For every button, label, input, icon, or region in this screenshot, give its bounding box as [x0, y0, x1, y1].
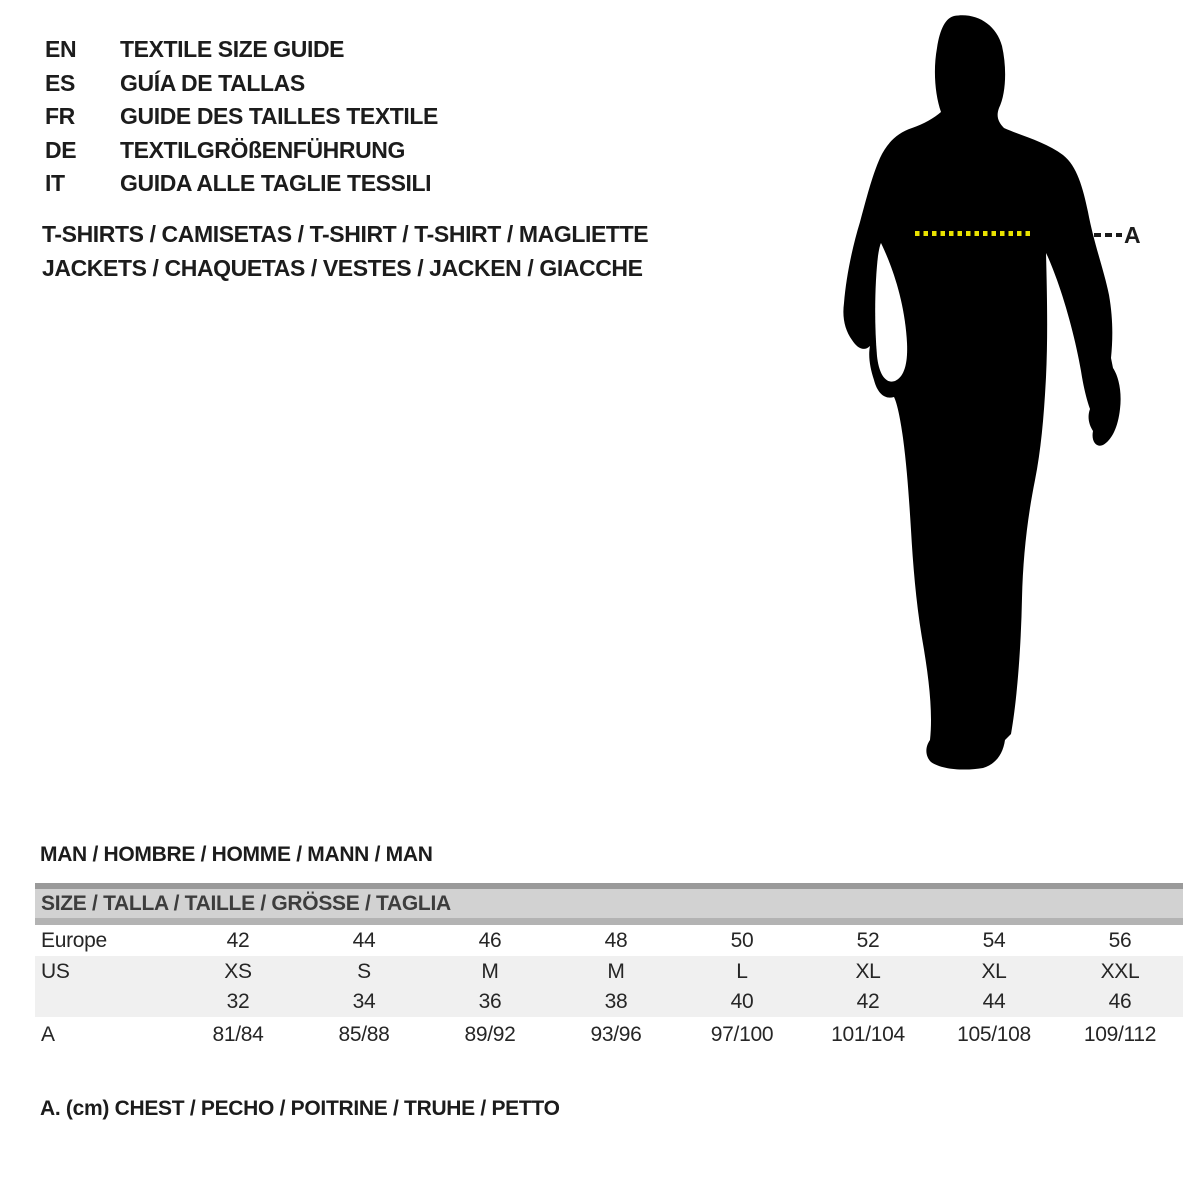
lang-code: ES	[45, 69, 75, 96]
size-cell: S	[357, 959, 371, 983]
measure-callout-dash	[1094, 233, 1122, 237]
size-cell: 93/96	[590, 1023, 642, 1046]
size-cell: 97/100	[710, 1023, 774, 1046]
size-cell: 36	[478, 990, 502, 1013]
table-row-numeric-size	[35, 987, 1183, 1017]
size-cell: 52	[856, 928, 880, 952]
size-cell: 89/92	[464, 1023, 516, 1046]
man-silhouette-body	[843, 15, 1120, 769]
category-line-jackets: JACKETS / CHAQUETAS / VESTES / JACKEN / GIACCHE	[42, 254, 643, 281]
size-cell: 42	[856, 990, 880, 1013]
table-row-us	[35, 956, 1183, 987]
size-cell: XL	[855, 959, 881, 983]
size-cell: 44	[982, 990, 1006, 1013]
lang-code: DE	[45, 136, 77, 163]
chest-measure-dotted-line	[915, 231, 1032, 236]
category-line-tshirts: T-SHIRTS / CAMISETAS / T-SHIRT / T-SHIRT / MAGLIETTE	[42, 221, 649, 247]
table-row-europe	[35, 925, 1183, 956]
size-cell: XXL	[1100, 959, 1140, 983]
size-cell: 32	[226, 990, 250, 1013]
size-cell: 85/88	[338, 1023, 390, 1046]
size-cell: 40	[730, 990, 754, 1013]
row-label: US	[41, 959, 70, 983]
row-label: A	[41, 1023, 55, 1046]
size-cell: L	[736, 959, 748, 983]
lang-code: FR	[45, 103, 75, 129]
size-cell: XS	[224, 959, 252, 983]
size-cell: 50	[730, 928, 754, 952]
section-title-man: MAN / HOMBRE / HOMME / MANN / MAN	[40, 843, 433, 866]
size-cell: 44	[352, 928, 376, 952]
man-silhouette-svg	[820, 0, 1200, 800]
lang-title: GUIDE DES TAILLES TEXTILE	[120, 103, 438, 129]
lang-title: GUÍA DE TALLAS	[120, 69, 305, 96]
size-cell: M	[607, 959, 625, 983]
lang-title: TEXTILE SIZE GUIDE	[120, 36, 345, 62]
size-cell: 101/104	[831, 1023, 905, 1046]
size-cell: 54	[982, 928, 1006, 952]
lang-title: TEXTILGRÖßENFÜHRUNG	[120, 136, 405, 163]
size-cell: XL	[981, 959, 1007, 983]
lang-title: GUIDA ALLE TAGLIE TESSILI	[120, 170, 432, 196]
size-cell: 105/108	[957, 1023, 1031, 1046]
man-silhouette-figure	[820, 0, 1200, 800]
size-cell: 46	[1108, 990, 1132, 1013]
size-cell: 81/84	[212, 1023, 264, 1046]
measure-label-a: A	[1124, 222, 1141, 248]
table-row-chest-a	[35, 1017, 1183, 1053]
language-title-list	[45, 33, 438, 201]
row-label: Europe	[41, 928, 107, 952]
lang-code: IT	[45, 170, 65, 196]
size-cell: 48	[604, 928, 628, 952]
size-table	[35, 883, 1183, 1053]
size-cell: 56	[1108, 928, 1132, 952]
size-cell: M	[481, 959, 499, 983]
size-cell: 34	[352, 990, 376, 1013]
size-cell: 109/112	[1083, 1023, 1157, 1046]
size-cell: 46	[478, 928, 502, 952]
size-table-header-text: SIZE / TALLA / TAILLE / GRÖSSE / TAGLIA	[41, 891, 451, 915]
lang-code: EN	[45, 36, 77, 62]
size-table-header-bar	[35, 883, 1183, 925]
size-cell: 42	[226, 928, 250, 952]
measurement-footnote: A. (cm) CHEST / PECHO / POITRINE / TRUHE / PETTO	[40, 1097, 560, 1120]
product-categories	[42, 218, 648, 285]
size-cell: 38	[604, 990, 628, 1013]
